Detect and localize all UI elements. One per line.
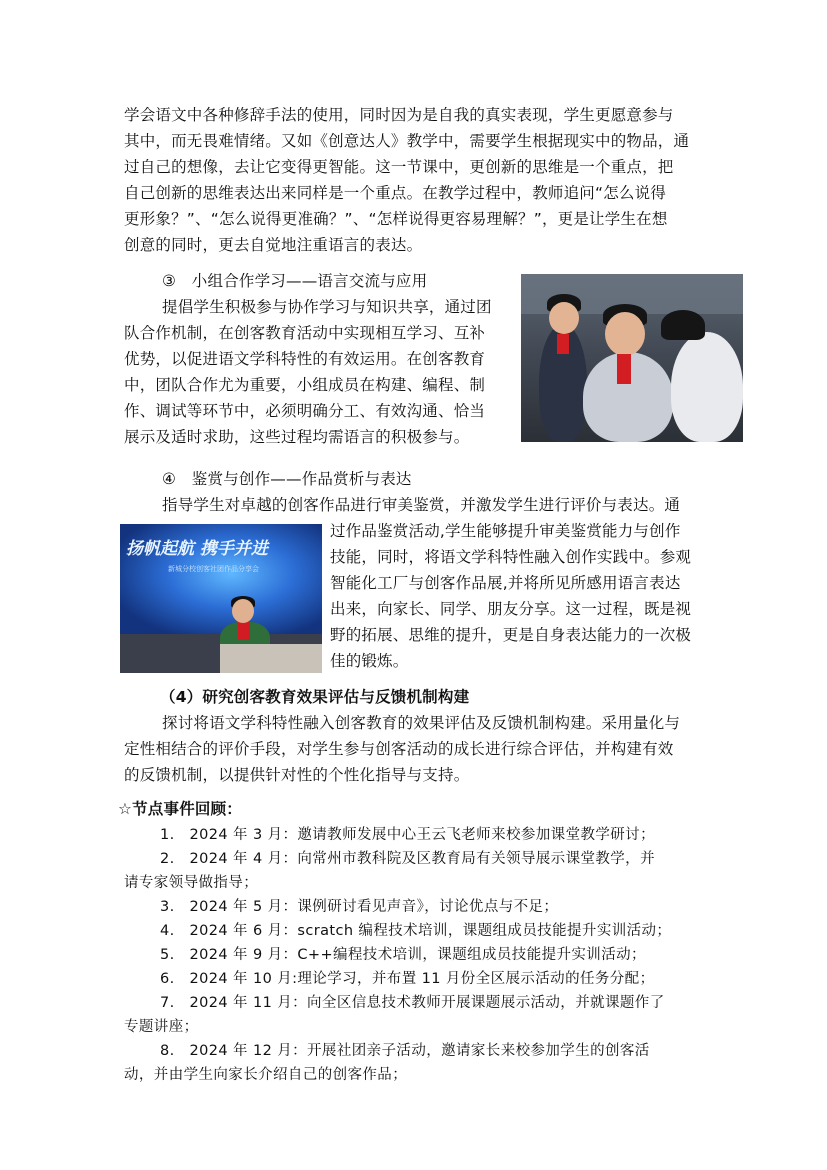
paragraph-line: 学会语文中各种修辞手法的使用，同时因为是自我的真实表现，学生更愿意参与: [124, 106, 674, 124]
section-heading: ③ 小组合作学习——语言交流与应用: [162, 272, 428, 290]
paragraph-line: 作、调试等环节中，必须明确分工、有效沟通、恰当: [124, 402, 486, 420]
paragraph-line: 技能，同时，将语文学科特性融入创作实践中。参观: [330, 548, 692, 566]
paragraph-line: 野的拓展、思维的提升，更是自身表达能力的一次极: [330, 626, 692, 644]
event-item: 1. 2024 年 3 月：邀请教师发展中心王云飞老师来校参加课堂教学研讨；: [160, 827, 655, 843]
stage-presentation-photo: [120, 524, 322, 673]
event-item: 5. 2024 年 9 月：C++编程技术培训，课题组成员技能提升实训活动；: [160, 947, 646, 963]
paragraph-line: 提倡学生积极参与协作学习与知识共享，通过团: [162, 298, 492, 316]
section-heading: ④ 鉴赏与创作——作品赏析与表达: [162, 470, 412, 488]
photo-banner-text: 扬帆起航 携手并进: [126, 539, 268, 559]
paragraph-line: 优势，以促进语文学科特性的有效运用。在创客教育: [124, 350, 486, 368]
part-heading: （4）研究创客教育效果评估与反馈机制构建: [160, 688, 470, 706]
paragraph-line: 创意的同时，更去自觉地注重语言的表达。: [124, 236, 423, 254]
event-item: 3. 2024 年 5 月：课例研讨看见声音》，讨论优点与不足；: [160, 899, 559, 915]
paragraph-line: 更形象？”、“怎么说得更准确？”、“怎样说得更容易理解？”，更是让学生在想: [124, 210, 668, 228]
paragraph-line: 佳的锻炼。: [330, 652, 409, 670]
paragraph-line: 自己创新的思维表达出来同样是一个重点。在教学过程中，教师追问“怎么说得: [124, 184, 667, 202]
event-item: 6. 2024 年 10 月:理论学习，并布置 11 月份全区展示活动的任务分配；: [160, 971, 655, 987]
event-item-continuation: 专题讲座；: [124, 1019, 199, 1035]
paragraph-line: 队合作机制，在创客教育活动中实现相互学习、互补: [124, 324, 486, 342]
event-item-continuation: 请专家领导做指导；: [124, 875, 259, 891]
paragraph-line: 指导学生对卓越的创客作品进行审美鉴赏，并激发学生进行评价与表达。通: [162, 496, 681, 514]
students-collaboration-photo: [521, 274, 743, 442]
paragraph-line: 智能化工厂与创客作品展,并将所见所感用语言表达: [330, 574, 681, 592]
event-item: 4. 2024 年 6 月：scratch 编程技术培训，课题组成员技能提升实训活动；: [160, 923, 672, 939]
paragraph-line: 展示及适时求助，这些过程均需语言的积极参与。: [124, 428, 470, 446]
event-item: 8. 2024 年 12 月：开展社团亲子活动，邀请家长来校参加学生的创客活: [160, 1043, 650, 1059]
paragraph-line: 中，团队合作尤为重要，小组成员在构建、编程、制: [124, 376, 486, 394]
photo-banner-subtext: 新城分校创客社团作品分享会: [168, 565, 259, 573]
paragraph-line: 过自己的想像，去让它变得更智能。这一节课中，更创新的思维是一个重点，把: [124, 158, 674, 176]
paragraph-line: 其中，而无畏难情绪。又如《创意达人》教学中，需要学生根据现实中的物品，通: [124, 132, 690, 150]
paragraph-line: 定性相结合的评价手段，对学生参与创客活动的成长进行综合评估，并构建有效: [124, 740, 674, 758]
paragraph-line: 过作品鉴赏活动,学生能够提升审美鉴赏能力与创作: [330, 522, 681, 540]
event-item: 7. 2024 年 11 月：向全区信息技术教师开展课题展示活动，并就课题作了: [160, 995, 665, 1011]
event-item: 2. 2024 年 4 月：向常州市教科院及区教育局有关领导展示课堂教学，并: [160, 851, 655, 867]
paragraph-line: 探讨将语文学科特性融入创客教育的效果评估及反馈机制构建。采用量化与: [162, 714, 681, 732]
paragraph-line: 的反馈机制，以提供针对性的个性化指导与支持。: [124, 766, 470, 784]
paragraph-line: 出来，向家长、同学、朋友分享。这一过程，既是视: [330, 600, 692, 618]
events-heading: ☆节点事件回顾：: [118, 800, 242, 818]
event-item-continuation: 动，并由学生向家长介绍自己的创客作品；: [124, 1067, 408, 1083]
